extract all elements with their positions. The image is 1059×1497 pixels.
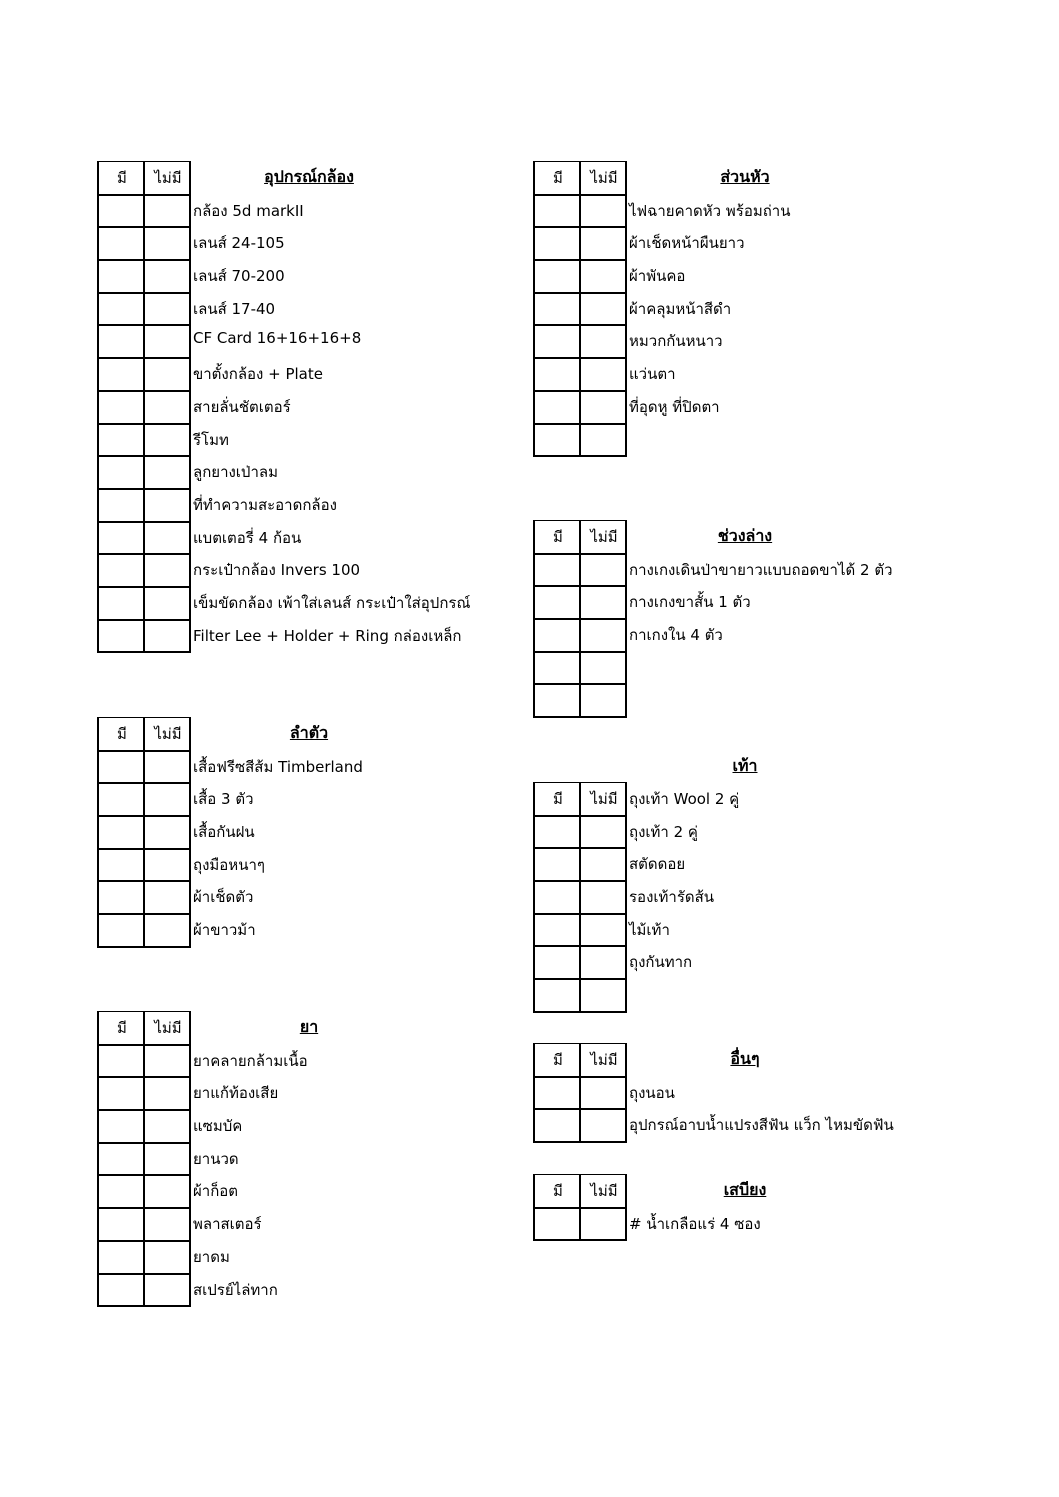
col-have-header bbox=[97, 717, 143, 750]
col-have-label: มี bbox=[553, 1051, 563, 1069]
not-have-checkbox[interactable] bbox=[579, 847, 627, 880]
checklist-row bbox=[97, 1273, 517, 1306]
have-checkbox[interactable] bbox=[97, 1273, 143, 1308]
checklist-item-label: รองเท้ารัดส้น bbox=[629, 888, 715, 907]
checklist-row bbox=[97, 1044, 517, 1077]
have-checkbox[interactable] bbox=[97, 1207, 143, 1240]
col-not-header bbox=[143, 1011, 191, 1044]
checklist-row bbox=[97, 521, 517, 554]
checklist-item-label: กระเป๋ากล้อง Invers 100 bbox=[193, 561, 361, 580]
checklist-item-label: ยาดม bbox=[193, 1247, 230, 1266]
checklist-item-label: พลาสเตอร์ bbox=[193, 1215, 262, 1234]
section-title: ส่วนหัว bbox=[720, 167, 770, 186]
col-have-header bbox=[97, 1011, 143, 1044]
not-have-checkbox[interactable] bbox=[143, 880, 191, 913]
checklist-item-label: กาเกงใน 4 ตัว bbox=[629, 626, 723, 645]
have-checkbox[interactable] bbox=[533, 390, 579, 423]
checklist-item-label: แบตเตอรี่ 4 ก้อน bbox=[193, 528, 302, 547]
col-have-label: มี bbox=[117, 1019, 127, 1037]
checklist-item-label: Filter Lee + Holder + Ring กล่องเหล็ก bbox=[193, 626, 462, 645]
col-not-label: ไม่มี bbox=[590, 528, 618, 546]
col-not-label: ไม่มี bbox=[590, 1182, 618, 1200]
checklist-row bbox=[533, 683, 953, 716]
checklist-row bbox=[97, 357, 517, 390]
not-have-checkbox[interactable] bbox=[143, 455, 191, 488]
have-checkbox[interactable] bbox=[533, 259, 579, 292]
col-not-label: ไม่มี bbox=[154, 725, 182, 743]
col-not-label: ไม่มี bbox=[154, 1019, 182, 1037]
not-have-checkbox[interactable] bbox=[143, 521, 191, 554]
checklist-item-label: ยาคลายกล้ามเนื้อ bbox=[193, 1051, 308, 1070]
not-have-checkbox[interactable] bbox=[143, 259, 191, 292]
col-have-header bbox=[533, 782, 579, 815]
have-checkbox[interactable] bbox=[97, 1044, 143, 1077]
have-checkbox[interactable] bbox=[533, 913, 579, 946]
col-not-header bbox=[579, 520, 627, 553]
have-checkbox[interactable] bbox=[97, 488, 143, 521]
checklist-row bbox=[97, 226, 517, 259]
checklist-item-label: ถุงเท้า 2 คู่ bbox=[629, 822, 698, 841]
checklist-item-label: ไฟฉายคาดหัว พร้อมถ่าน bbox=[629, 201, 791, 220]
have-checkbox[interactable] bbox=[533, 880, 579, 913]
checklist-row bbox=[97, 194, 517, 227]
not-have-checkbox[interactable] bbox=[579, 618, 627, 651]
checklist-row bbox=[97, 292, 517, 325]
checklist-item-label: ผ้าพันคอ bbox=[629, 267, 686, 286]
checklist-row bbox=[97, 750, 517, 783]
checklist-row bbox=[533, 553, 953, 586]
checklist-row bbox=[97, 586, 517, 619]
not-have-checkbox[interactable] bbox=[579, 815, 627, 848]
checklist-row bbox=[533, 945, 953, 978]
header-row bbox=[97, 161, 517, 194]
not-have-checkbox[interactable] bbox=[579, 945, 627, 978]
have-checkbox[interactable] bbox=[533, 585, 579, 618]
not-have-checkbox[interactable] bbox=[143, 913, 191, 948]
checklist-row bbox=[97, 880, 517, 913]
checklist-row bbox=[97, 259, 517, 292]
checklist-row bbox=[533, 913, 953, 946]
have-checkbox[interactable] bbox=[533, 618, 579, 651]
checklist-item-label: ที่ทำความสะอาดกล้อง bbox=[193, 495, 337, 514]
checklist-row bbox=[97, 1109, 517, 1142]
not-have-checkbox[interactable] bbox=[579, 651, 627, 684]
not-have-checkbox[interactable] bbox=[579, 357, 627, 390]
have-checkbox[interactable] bbox=[97, 1076, 143, 1109]
checklist-row bbox=[533, 226, 953, 259]
checklist-row bbox=[97, 324, 517, 357]
checklist-row bbox=[533, 1207, 953, 1240]
section-head bbox=[533, 161, 953, 455]
checklist-item-label: แซมบัค bbox=[193, 1117, 243, 1136]
checklist-item-label: เลนส์ 24-105 bbox=[193, 234, 285, 253]
have-checkbox[interactable] bbox=[97, 1174, 143, 1207]
have-checkbox[interactable] bbox=[97, 913, 143, 948]
not-have-checkbox[interactable] bbox=[579, 292, 627, 325]
not-have-checkbox[interactable] bbox=[143, 619, 191, 654]
section-title: เสบียง bbox=[723, 1180, 767, 1199]
col-not-header bbox=[143, 161, 191, 194]
section-feet bbox=[533, 782, 953, 1011]
have-checkbox[interactable] bbox=[97, 455, 143, 488]
checklist-row bbox=[533, 978, 953, 1011]
checklist-row bbox=[97, 782, 517, 815]
checklist-item-label: ลูกยางเป่าลม bbox=[193, 463, 278, 482]
have-checkbox[interactable] bbox=[97, 194, 143, 227]
have-checkbox[interactable] bbox=[533, 226, 579, 259]
checklist-row bbox=[97, 1174, 517, 1207]
checklist-item-label: ยานวด bbox=[193, 1149, 239, 1168]
checklist-row bbox=[97, 553, 517, 586]
header-row bbox=[533, 1043, 953, 1076]
have-checkbox[interactable] bbox=[97, 292, 143, 325]
have-checkbox[interactable] bbox=[97, 357, 143, 390]
checklist-row bbox=[533, 651, 953, 684]
col-have-label: มี bbox=[117, 725, 127, 743]
checklist-item-label: CF Card 16+16+16+8 bbox=[193, 329, 362, 348]
checklist-item-label: เสื้อฟรีซสีส้ม Timberland bbox=[193, 757, 363, 776]
col-not-header bbox=[579, 782, 627, 815]
checklist-item-label: เลนส์ 70-200 bbox=[193, 267, 285, 286]
checklist-item-label: ถุงกันทาก bbox=[629, 953, 693, 972]
not-have-checkbox[interactable] bbox=[579, 913, 627, 946]
checklist-row bbox=[533, 880, 953, 913]
col-have-label: มี bbox=[553, 790, 563, 808]
checklist-item-label: เข็มขัดกล้อง เพ้าใส่เลนส์ กระเป๋าใส่อุปกรณ์ bbox=[193, 593, 471, 612]
checklist-row bbox=[533, 194, 953, 227]
have-checkbox[interactable] bbox=[533, 945, 579, 978]
not-have-checkbox[interactable] bbox=[143, 292, 191, 325]
col-have-header bbox=[533, 1043, 579, 1076]
not-have-checkbox[interactable] bbox=[143, 194, 191, 227]
have-checkbox[interactable] bbox=[97, 880, 143, 913]
not-have-checkbox[interactable] bbox=[579, 1207, 627, 1242]
have-checkbox[interactable] bbox=[533, 683, 579, 718]
checklist-item-label: # น้ำเกลือแร่ 4 ซอง bbox=[629, 1214, 761, 1233]
checklist-row bbox=[97, 455, 517, 488]
col-have-header bbox=[533, 520, 579, 553]
col-have-label: มี bbox=[553, 169, 563, 187]
have-checkbox[interactable] bbox=[533, 324, 579, 357]
checklist-item-label: ที่อุดหู ที่ปิดตา bbox=[629, 397, 720, 416]
checklist-item-label: รีโมท bbox=[193, 430, 229, 449]
have-checkbox[interactable] bbox=[97, 521, 143, 554]
have-checkbox[interactable] bbox=[97, 390, 143, 423]
not-have-checkbox[interactable] bbox=[579, 978, 627, 1013]
have-checkbox[interactable] bbox=[97, 1142, 143, 1175]
checklist-item-label: สายลั่นชัตเตอร์ bbox=[193, 397, 291, 416]
col-not-header bbox=[143, 717, 191, 750]
have-checkbox[interactable] bbox=[97, 1240, 143, 1273]
col-have-label: มี bbox=[553, 528, 563, 546]
have-checkbox[interactable] bbox=[533, 651, 579, 684]
not-have-checkbox[interactable] bbox=[579, 226, 627, 259]
not-have-checkbox[interactable] bbox=[579, 259, 627, 292]
have-checkbox[interactable] bbox=[97, 619, 143, 654]
not-have-checkbox[interactable] bbox=[579, 1108, 627, 1143]
checklist-item-label: ผ้าเช็ดหน้าผืนยาว bbox=[629, 234, 745, 253]
checklist-item-label: อุปกรณ์อาบน้ำแปรงสีฟัน แว็ก ไหมขัดฟัน bbox=[629, 1116, 894, 1135]
section-body bbox=[97, 717, 517, 946]
checklist-item-label: ผ้าเช็ดตัว bbox=[193, 888, 254, 907]
checklist-item-label: เสื้อกันฝน bbox=[193, 823, 255, 842]
checklist-row bbox=[97, 1142, 517, 1175]
not-have-checkbox[interactable] bbox=[579, 324, 627, 357]
not-have-checkbox[interactable] bbox=[143, 848, 191, 881]
checklist-item-label: สเปรย์ไล่ทาก bbox=[193, 1280, 278, 1299]
not-have-checkbox[interactable] bbox=[579, 683, 627, 718]
not-have-checkbox[interactable] bbox=[143, 423, 191, 456]
not-have-checkbox[interactable] bbox=[579, 390, 627, 423]
checklist-item-label: ยาแก้ท้องเสีย bbox=[193, 1084, 279, 1103]
checklist-row bbox=[533, 847, 953, 880]
have-checkbox[interactable] bbox=[533, 292, 579, 325]
have-checkbox[interactable] bbox=[533, 194, 579, 227]
section-lower bbox=[533, 520, 953, 716]
not-have-checkbox[interactable] bbox=[579, 1076, 627, 1109]
have-checkbox[interactable] bbox=[533, 1108, 579, 1143]
section-camera bbox=[97, 161, 517, 651]
have-checkbox[interactable] bbox=[97, 750, 143, 783]
checklist-item-label: ถุงมือหนาๆ bbox=[193, 855, 265, 874]
header-row bbox=[533, 782, 953, 815]
not-have-checkbox[interactable] bbox=[143, 1109, 191, 1142]
checklist-item-label: สตัดดอย bbox=[629, 855, 686, 874]
have-checkbox[interactable] bbox=[97, 848, 143, 881]
checklist-row bbox=[97, 815, 517, 848]
col-have-label: มี bbox=[117, 169, 127, 187]
checklist-row bbox=[97, 423, 517, 456]
have-checkbox[interactable] bbox=[533, 423, 579, 458]
col-have-header bbox=[97, 161, 143, 194]
checklist-row bbox=[533, 1076, 953, 1109]
checklist-row bbox=[97, 1076, 517, 1109]
not-have-checkbox[interactable] bbox=[143, 1273, 191, 1308]
col-not-label: ไม่มี bbox=[590, 1051, 618, 1069]
section-title-feet: เท้า bbox=[732, 756, 758, 775]
checklist-item-label: ผ้าก็อต bbox=[193, 1182, 239, 1201]
checklist-row bbox=[533, 259, 953, 292]
have-checkbox[interactable] bbox=[97, 226, 143, 259]
not-have-checkbox[interactable] bbox=[143, 1142, 191, 1175]
col-have-label: มี bbox=[553, 1182, 563, 1200]
checklist-item-label: ผ้าขาวม้า bbox=[193, 921, 256, 940]
header-row bbox=[97, 1011, 517, 1044]
have-checkbox[interactable] bbox=[97, 259, 143, 292]
have-checkbox[interactable] bbox=[97, 423, 143, 456]
have-checkbox[interactable] bbox=[97, 586, 143, 619]
checklist-row bbox=[533, 423, 953, 456]
col-have-header bbox=[533, 161, 579, 194]
header-row bbox=[97, 717, 517, 750]
checklist-item-label: ถุงเท้า Wool 2 คู่ bbox=[629, 790, 740, 808]
checklist-row bbox=[533, 585, 953, 618]
checklist-row bbox=[97, 619, 517, 652]
checklist-item-label: เลนส์ 17-40 bbox=[193, 299, 276, 318]
checklist-item-label: ขาตั้งกล้อง + Plate bbox=[193, 365, 323, 384]
not-have-checkbox[interactable] bbox=[143, 586, 191, 619]
checklist-item-label: ผ้าคลุมหน้าสีดำ bbox=[629, 299, 732, 318]
not-have-checkbox[interactable] bbox=[579, 194, 627, 227]
not-have-checkbox[interactable] bbox=[143, 815, 191, 848]
section-title: ยา bbox=[299, 1017, 319, 1036]
col-not-label: ไม่มี bbox=[590, 790, 618, 808]
col-not-header bbox=[579, 1174, 627, 1207]
not-have-checkbox[interactable] bbox=[579, 553, 627, 586]
have-checkbox[interactable] bbox=[97, 782, 143, 815]
not-have-checkbox[interactable] bbox=[143, 324, 191, 357]
checklist-row bbox=[97, 848, 517, 881]
checklist-row bbox=[533, 357, 953, 390]
col-not-label: ไม่มี bbox=[154, 169, 182, 187]
have-checkbox[interactable] bbox=[97, 815, 143, 848]
header-row bbox=[533, 1174, 953, 1207]
checklist-item-label: กางเกงเดินป่าขายาวแบบถอดขาได้ 2 ตัว bbox=[629, 560, 893, 579]
not-have-checkbox[interactable] bbox=[143, 390, 191, 423]
section-title: ช่วงล่าง bbox=[717, 526, 773, 545]
checklist-item-label: แว่นตา bbox=[629, 365, 676, 384]
checklist-row bbox=[533, 390, 953, 423]
have-checkbox[interactable] bbox=[533, 357, 579, 390]
have-checkbox[interactable] bbox=[533, 847, 579, 880]
checklist-row bbox=[533, 815, 953, 848]
checklist-row bbox=[97, 1240, 517, 1273]
checklist-row bbox=[533, 1108, 953, 1141]
checklist-item-label: กางเกงขาสั้น 1 ตัว bbox=[629, 593, 751, 612]
section-supplies bbox=[533, 1174, 953, 1239]
not-have-checkbox[interactable] bbox=[143, 1044, 191, 1077]
not-have-checkbox[interactable] bbox=[143, 1240, 191, 1273]
checklist-item-label: หมวกกันหนาว bbox=[629, 332, 723, 351]
not-have-checkbox[interactable] bbox=[579, 880, 627, 913]
checklist-item-label: กล้อง 5d markII bbox=[193, 201, 304, 220]
checklist-row bbox=[533, 292, 953, 325]
checklist-row bbox=[97, 488, 517, 521]
col-not-header bbox=[579, 1043, 627, 1076]
have-checkbox[interactable] bbox=[97, 1109, 143, 1142]
have-checkbox[interactable] bbox=[97, 324, 143, 357]
section-medicine bbox=[97, 1011, 517, 1305]
have-checkbox[interactable] bbox=[533, 815, 579, 848]
header-row bbox=[533, 161, 953, 194]
not-have-checkbox[interactable] bbox=[143, 782, 191, 815]
have-checkbox[interactable] bbox=[533, 1076, 579, 1109]
checklist-row bbox=[97, 1207, 517, 1240]
col-not-label: ไม่มี bbox=[590, 169, 618, 187]
not-have-checkbox[interactable] bbox=[143, 750, 191, 783]
not-have-checkbox[interactable] bbox=[143, 1207, 191, 1240]
not-have-checkbox[interactable] bbox=[143, 1076, 191, 1109]
header-row bbox=[533, 520, 953, 553]
not-have-checkbox[interactable] bbox=[143, 226, 191, 259]
checklist-item-label: ไม้เท้า bbox=[629, 920, 670, 939]
not-have-checkbox[interactable] bbox=[579, 585, 627, 618]
have-checkbox[interactable] bbox=[533, 553, 579, 586]
section-title: อื่นๆ bbox=[730, 1049, 760, 1068]
checklist-row bbox=[97, 390, 517, 423]
not-have-checkbox[interactable] bbox=[579, 423, 627, 458]
not-have-checkbox[interactable] bbox=[143, 1174, 191, 1207]
have-checkbox[interactable] bbox=[533, 978, 579, 1013]
checklist-item-label: ถุงนอน bbox=[629, 1083, 675, 1102]
have-checkbox[interactable] bbox=[97, 553, 143, 586]
checklist-row bbox=[533, 324, 953, 357]
not-have-checkbox[interactable] bbox=[143, 553, 191, 586]
have-checkbox[interactable] bbox=[533, 1207, 579, 1242]
not-have-checkbox[interactable] bbox=[143, 488, 191, 521]
checklist-row bbox=[97, 913, 517, 946]
section-title: อุปกรณ์กล้อง bbox=[264, 167, 354, 186]
not-have-checkbox[interactable] bbox=[143, 357, 191, 390]
section-title: ลำตัว bbox=[289, 723, 329, 742]
col-have-header bbox=[533, 1174, 579, 1207]
section-other bbox=[533, 1043, 953, 1141]
checklist-item-label: เสื้อ 3 ตัว bbox=[193, 790, 254, 809]
col-not-header bbox=[579, 161, 627, 194]
checklist-row bbox=[533, 618, 953, 651]
